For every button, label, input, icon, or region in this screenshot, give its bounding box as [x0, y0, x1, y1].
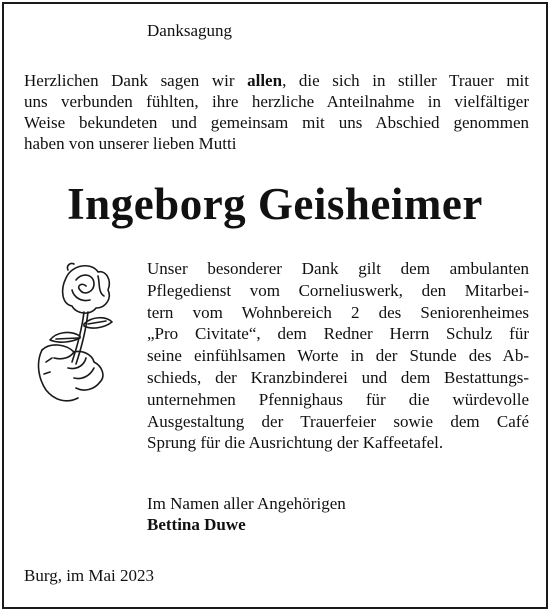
intro-paragraph [24, 70, 529, 154]
heading: Danksagung [147, 21, 232, 40]
signature-name: Bettina Duwe [147, 515, 246, 534]
intro-line-3: Weise bekundeten und gemeinsam mit uns Abschied genommen [24, 113, 529, 132]
thanks-line: „Pro Civitate“, dem Redner Herrn Schulz für [147, 324, 529, 344]
thanks-line: tern vom Wohnbereich 2 des Seniorenheimes [147, 302, 529, 322]
hand-holding-rose-icon [26, 258, 134, 404]
thanks-paragraph [147, 258, 529, 454]
thanks-line: Unser besonderer Dank gilt dem ambulanten [147, 259, 529, 278]
thanks-line: Ausgestaltung der Trauerfeier sowie dem Café [147, 411, 529, 431]
signature-intro: Im Namen aller Angehörigen [147, 494, 346, 513]
intro-line-4: haben von unserer lieben Mutti [24, 134, 237, 153]
thanks-line: Pflegedienst vom Corneliuswerk, den Mitarbei- [147, 280, 529, 300]
intro-line-1-end: , die sich in stiller Trauer mit [282, 71, 529, 90]
intro-line-1-start: Herzlichen Dank sagen wir [24, 71, 248, 90]
deceased-name: Ingeborg Geisheimer [67, 179, 483, 229]
thanks-line: seine einfühlsamen Worte in der Stunde des Ab- [147, 346, 529, 366]
intro-emphasis: allen [247, 71, 283, 90]
thanks-line: Sprung für die Ausrichtung der Kaffeetafel. [147, 433, 444, 453]
intro-line-1 [24, 70, 529, 91]
intro-line-2: uns verbunden fühlten, ihre herzliche Anteilnahme in vielfältiger [24, 92, 529, 111]
thanks-line: schieds, der Kranzbinderei und dem Bestattungs- [147, 367, 529, 387]
thanks-line: unternehmen Pfennighaus für die würdevolle [147, 389, 529, 409]
place-date: Burg, im Mai 2023 [24, 566, 155, 585]
